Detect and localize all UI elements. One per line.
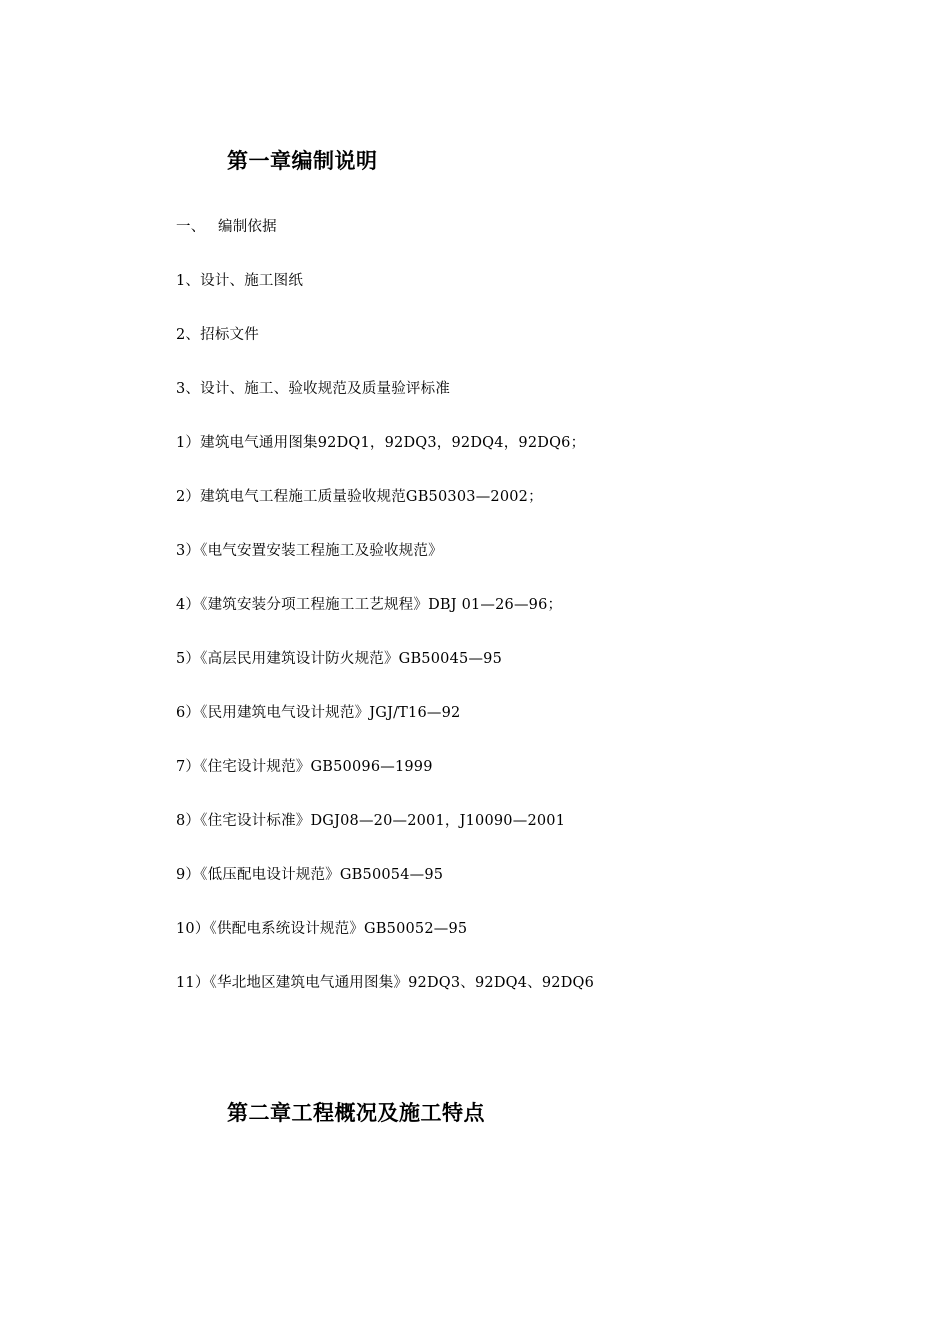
list-item: 3、设计、施工、验收规范及质量验评标准: [176, 381, 451, 397]
list-item: 5）《高层民用建筑设计防火规范》GB50045—95: [176, 651, 502, 667]
list-item: 3）《电气安置安装工程施工及验收规范》: [176, 543, 443, 559]
chapter-2-title: 第二章工程概况及施工特点: [227, 1101, 485, 1125]
section-title: 编制依据: [218, 219, 277, 235]
list-item: 8）《住宅设计标准》DGJ08—20—2001，J10090—2001: [176, 813, 566, 829]
list-item: 1）建筑电气通用图集92DQ1，92DQ3，92DQ4，92DQ6；: [176, 435, 586, 451]
list-item: 7）《住宅设计规范》GB50096—1999: [176, 759, 433, 775]
list-item: 2、招标文件: [176, 327, 259, 343]
list-item: 2）建筑电气工程施工质量验收规范GB50303—2002；: [176, 489, 543, 505]
list-item: 6）《民用建筑电气设计规范》JGJ/T16—92: [176, 705, 461, 721]
list-item: 11）《华北地区建筑电气通用图集》92DQ3、92DQ4、92DQ6: [176, 975, 595, 991]
section-number: 一、: [176, 219, 206, 235]
list-item: 1、设计、施工图纸: [176, 273, 304, 289]
list-item: 9）《低压配电设计规范》GB50054—95: [176, 867, 444, 883]
chapter-1-title: 第一章编制说明: [227, 149, 378, 173]
section-heading: [176, 217, 277, 237]
list-item: 10）《供配电系统设计规范》GB50052—95: [176, 921, 468, 937]
list-item: 4）《建筑安装分项工程施工工艺规程》DBJ 01—26—96；: [176, 597, 563, 613]
